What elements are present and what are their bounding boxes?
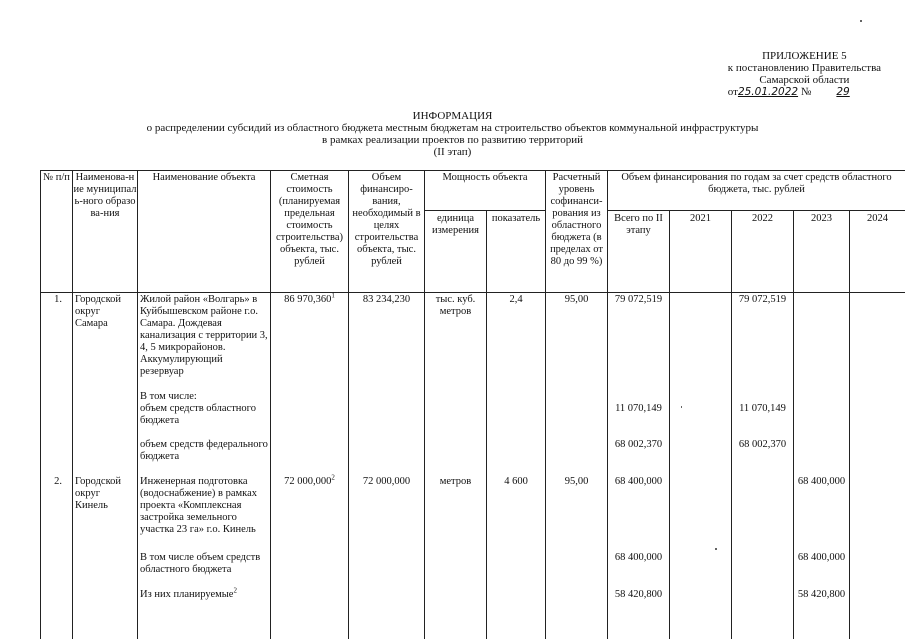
- row1-sub1-2022: 11 070,149: [739, 403, 786, 414]
- row1-estimated-cost: 86 970,360$^1$: [284, 291, 335, 305]
- row1-sub2-total: 68 002,370: [614, 439, 663, 450]
- title-line-3: (II этап): [433, 146, 472, 158]
- row1-cofinancing: 95,00: [564, 294, 589, 305]
- row2-unit: метров: [439, 476, 472, 487]
- row1-financing-volume: 83 234,230: [362, 294, 411, 305]
- appendix-line-3: Самарской области: [759, 74, 850, 86]
- header-object: Наименование объекта: [152, 172, 256, 183]
- row2-financing-volume: 72 000,000: [362, 476, 411, 487]
- row2-sub2-footnote-mark: 2: [233, 586, 237, 595]
- row1-value: 2,4: [509, 294, 523, 305]
- number-value: 29: [836, 86, 850, 98]
- header-capacity: Мощность объекта: [442, 172, 528, 183]
- header-2023: 2023: [811, 213, 832, 224]
- header-financing-volume: Объем финансиро-вания, необходимый в целях строительства объекта, тыс. рублей: [352, 172, 421, 267]
- header-num: № п/п: [43, 172, 70, 183]
- header-municipality: Наименова-ние муниципаль-ного образова-ния: [73, 172, 137, 219]
- row1-sub-intro: В том числе:: [140, 391, 197, 402]
- header-cofinancing: Расчетный уровень софинанси-рования из областного бюджета (в пределах от 80 до 99 %): [550, 172, 603, 267]
- row1-municipality: Городской округ Самара: [75, 294, 122, 329]
- row2-value: 4 600: [504, 476, 528, 487]
- number-prefix: №: [800, 86, 812, 98]
- row2-2023: 68 400,000: [797, 476, 846, 487]
- row2-footnote-mark: 2: [331, 473, 335, 482]
- header-capacity-value: показатель: [491, 213, 541, 224]
- row2-sub1-2023: 68 400,000: [797, 552, 846, 563]
- row1-2022: 79 072,519: [738, 294, 787, 305]
- title-line-1: о распределении субсидий из областного бюджета местным бюджетам на строительство объектов коммунальной инфраструктуры: [146, 122, 759, 134]
- header-2024: 2024: [867, 213, 888, 224]
- row2-sub2-2023: 58 420,800: [797, 589, 846, 600]
- document-title: [0, 110, 905, 158]
- title-line-2: в рамках реализации проектов по развитию территорий: [322, 134, 583, 146]
- header-estimated-cost: Сметная стоимость (планируемая предельная стоимость строительства) объекта, тыс. рублей: [276, 172, 343, 267]
- row1-sub1-total: 11 070,149: [615, 403, 662, 414]
- row2-sub1-total: 68 400,000: [614, 552, 663, 563]
- appendix-date-line: [728, 86, 881, 98]
- row2-cofinancing: 95,00: [564, 476, 589, 487]
- header-2021: 2021: [690, 213, 711, 224]
- row1-sub2-2022: 68 002,370: [738, 439, 787, 450]
- header-total: Всего по II этапу: [614, 213, 663, 236]
- row1-sub1-label: объем средств областного бюджета: [140, 403, 256, 426]
- row1-sub2-label: объем средств федерального бюджета: [140, 439, 268, 462]
- row1-footnote-mark: 1: [331, 291, 335, 300]
- date-prefix: от: [727, 86, 738, 98]
- header-capacity-unit: единица измерения: [432, 213, 479, 236]
- row1-num: 1.: [54, 294, 62, 305]
- row1-total: 79 072,519: [614, 294, 663, 305]
- row2-estimated-cost: 72 000,000$^2$: [284, 473, 335, 487]
- scan-speck: [681, 406, 682, 408]
- row2-sub2-label: Из них планируемые$^2$: [140, 586, 237, 600]
- header-funding-by-year: Объем финансирования по годам за счет средств областного бюджета, тыс. рублей: [621, 172, 892, 195]
- appendix-line-2: к постановлению Правительства: [727, 62, 881, 74]
- appendix-block: [728, 50, 881, 98]
- scan-speck: [860, 20, 862, 22]
- appendix-title: ПРИЛОЖЕНИЕ 5: [762, 50, 847, 62]
- header-2022: 2022: [752, 213, 773, 224]
- row2-municipality: Городской округ Кинель: [75, 476, 122, 511]
- scan-speck: [715, 548, 717, 550]
- row2-total: 68 400,000: [614, 476, 663, 487]
- row1-object: Жилой район «Волгарь» в Куйбышевском районе г.о. Самара. Дождевая канализация с территории 3, 4, 5 микрорайонов. Аккумулирующий резервуар: [140, 294, 268, 377]
- date-value: 25.01.2022: [737, 86, 799, 98]
- title-heading: ИНФОРМАЦИЯ: [412, 110, 493, 122]
- row2-sub2-total: 58 420,800: [614, 589, 663, 600]
- row1-unit: тыс. куб. метров: [435, 294, 476, 317]
- row2-num: 2.: [54, 476, 62, 487]
- row2-object: Инженерная подготовка (водоснабжение) в рамках проекта «Комплексная застройка земельного участка 23 га» г.о. Кинель: [140, 476, 257, 535]
- row2-sub1-label: В том числе объем средств областного бюджета: [140, 552, 261, 575]
